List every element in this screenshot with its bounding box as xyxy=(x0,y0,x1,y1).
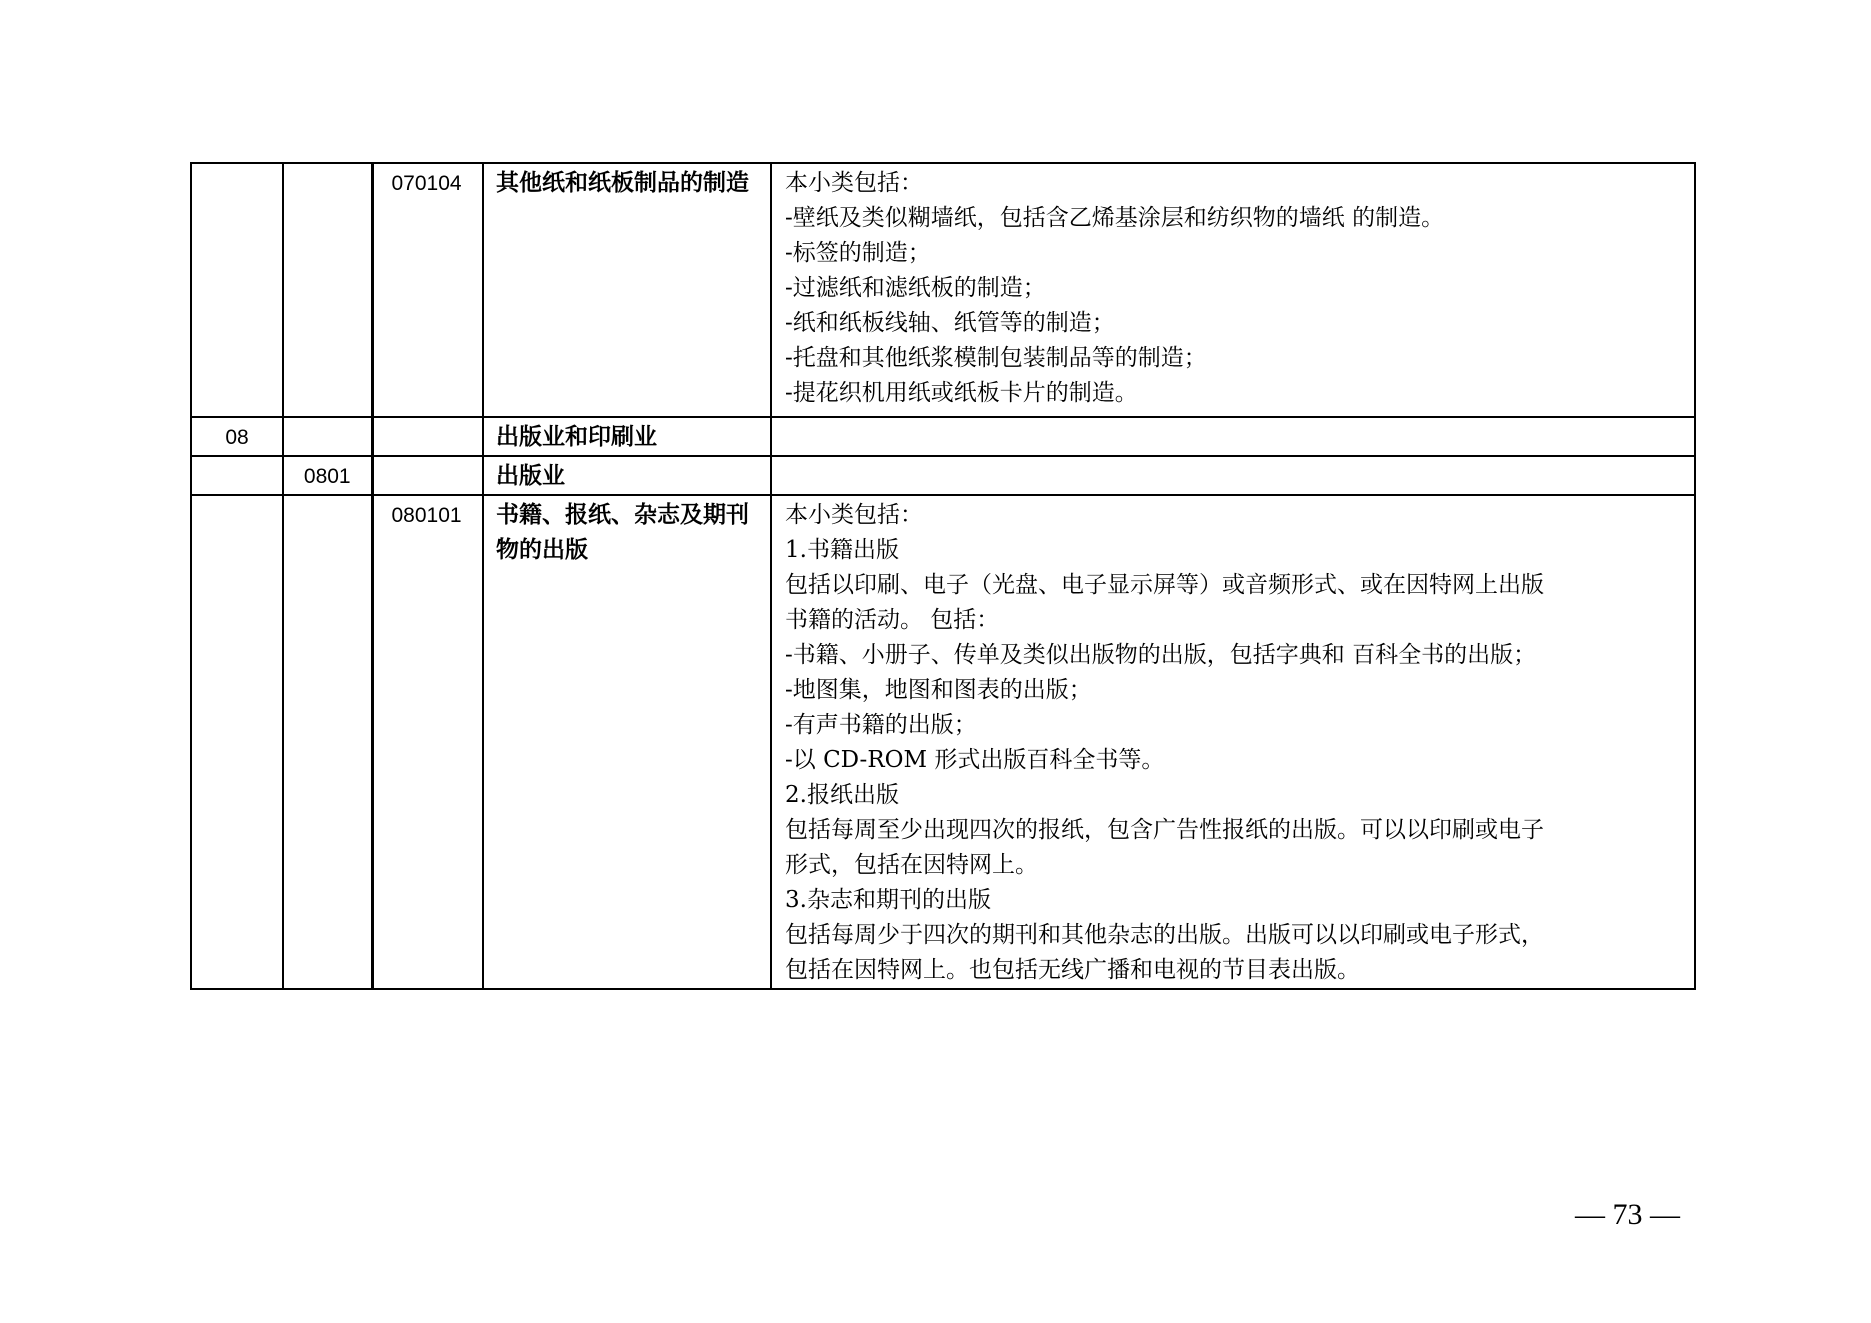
section-code-cell: 08 xyxy=(191,417,283,456)
classification-table xyxy=(190,162,1696,990)
category-name-cell: 书籍、报纸、杂志及期刊物的出版 xyxy=(483,495,771,989)
category-name-cell: 出版业和印刷业 xyxy=(483,417,771,456)
table-row xyxy=(191,456,1695,495)
description-line: 1.书籍出版 xyxy=(785,537,899,563)
division-code-cell xyxy=(283,417,372,456)
description-line: 2.报纸出版 xyxy=(785,782,899,808)
description-line: -壁纸及类似糊墙纸，包括含乙烯基涂层和纺织物的墙纸 的制造。 xyxy=(785,205,1445,231)
description-line: 包括在因特网上。也包括无线广播和电视的节目表出版。 xyxy=(785,957,1360,983)
page-number: — 73 — xyxy=(1575,1198,1680,1231)
description-line: -过滤纸和滤纸板的制造； xyxy=(785,275,1046,301)
description-line: 本小类包括： xyxy=(785,170,923,196)
description-line: -托盘和其他纸浆模制包装制品等的制造； xyxy=(785,345,1207,371)
description-cell xyxy=(771,163,1695,417)
description-line: -标签的制造； xyxy=(785,240,931,266)
section-code-cell xyxy=(191,456,283,495)
description-line: 书籍的活动。 包括： xyxy=(785,607,1000,633)
description-line: -纸和纸板线轴、纸管等的制造； xyxy=(785,310,1115,336)
description-line: -提花织机用纸或纸板卡片的制造。 xyxy=(785,380,1138,406)
class-code-cell: 080101 xyxy=(372,495,483,989)
description-line: 包括每周少于四次的期刊和其他杂志的出版。出版可以以印刷或电子形式， xyxy=(785,922,1544,948)
description-line: -以 CD-ROM 形式出版百科全书等。 xyxy=(785,747,1165,773)
description-cell xyxy=(771,495,1695,989)
description-line: 包括以印刷、电子（光盘、电子显示屏等）或音频形式、或在因特网上出版 xyxy=(785,572,1544,598)
section-code-cell xyxy=(191,163,283,417)
table-row xyxy=(191,495,1695,989)
description-line: -有声书籍的出版； xyxy=(785,712,977,738)
description-cell xyxy=(771,456,1695,495)
description-line: 包括每周至少出现四次的报纸，包含广告性报纸的出版。可以以印刷或电子 xyxy=(785,817,1544,843)
table-row xyxy=(191,163,1695,417)
class-code-cell xyxy=(372,456,483,495)
category-name-cell: 出版业 xyxy=(483,456,771,495)
description-line: 3.杂志和期刊的出版 xyxy=(785,887,991,913)
division-code-cell xyxy=(283,163,372,417)
description-line: 形式，包括在因特网上。 xyxy=(785,852,1038,878)
section-code-cell xyxy=(191,495,283,989)
division-code-cell xyxy=(283,495,372,989)
description-line: 本小类包括： xyxy=(785,502,923,528)
category-name-cell: 其他纸和纸板制品的制造 xyxy=(483,163,771,417)
class-code-cell: 070104 xyxy=(372,163,483,417)
class-code-cell xyxy=(372,417,483,456)
description-cell xyxy=(771,417,1695,456)
division-code-cell: 0801 xyxy=(283,456,372,495)
description-line: -地图集，地图和图表的出版； xyxy=(785,677,1092,703)
description-line: -书籍、小册子、传单及类似出版物的出版，包括字典和 百科全书的出版； xyxy=(785,642,1537,668)
table-row xyxy=(191,417,1695,456)
